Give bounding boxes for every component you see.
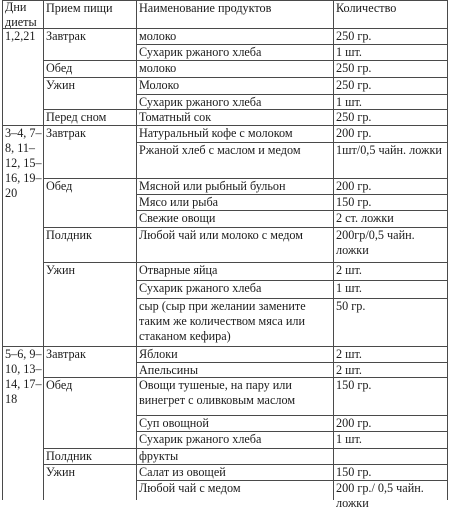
product-cell: Сухарик ржаного хлеба (139, 45, 262, 59)
meal-cell: Ужин (46, 78, 76, 92)
product-cell: Суп овощной (139, 416, 209, 430)
meal-cell: Завтрак (46, 126, 86, 140)
product-cell: молоко (139, 29, 177, 43)
amount-cell: 1 шт. (336, 95, 362, 109)
amount-cell: 200 гр. (336, 179, 372, 193)
amount-cell: 2 шт. (336, 263, 362, 277)
header-product: Наименование продуктов (139, 1, 272, 15)
amount-cell: 1 шт. (336, 45, 362, 59)
meal-cell: Обед (46, 378, 73, 392)
product-cell: фрукты (139, 449, 179, 463)
amount-cell: 250 гр. (336, 29, 372, 43)
product-cell: Ржаной хлеб с маслом и медом (139, 143, 301, 157)
amount-cell: 2 ст. ложки (336, 211, 394, 225)
header-amount: Количество (336, 1, 397, 15)
product-cell: Овощи тушеные, на пару или винегрет с оливковым маслом (139, 378, 296, 407)
days-cell: 3–4, 7–8, 11– 12, 15– 16, 19– 20 (5, 126, 42, 200)
amount-cell: 1шт/0,5 чайн. ложки (336, 143, 442, 157)
meal-cell: Полдник (46, 449, 92, 463)
product-cell: Отварные яйца (139, 263, 218, 277)
header-meal: Прием пищи (46, 1, 113, 15)
product-cell: сыр (сыр при желании замените таким же количеством мяса или стаканом кефира) (139, 299, 306, 343)
product-cell: Сухарик ржаного хлеба (139, 281, 262, 295)
amount-cell: 250 гр. (336, 110, 372, 124)
product-cell: Сухарик ржаного хлеба (139, 432, 262, 446)
product-cell: Сухарик ржаного хлеба (139, 95, 262, 109)
product-cell: Натуральный кофе с молоком (139, 126, 293, 140)
amount-cell: 200гр/0,5 чайн. ложки (336, 228, 415, 257)
meal-cell: Перед сном (46, 110, 107, 124)
product-cell: Яблоки (139, 347, 178, 361)
amount-cell: 250 гр. (336, 78, 372, 92)
amount-cell: 150 гр. (336, 195, 372, 209)
meal-cell: Обед (46, 179, 73, 193)
meal-cell: Ужин (46, 263, 76, 277)
product-cell: Томатный сок (139, 110, 212, 124)
meal-cell: Полдник (46, 228, 92, 242)
product-cell: Салат из овощей (139, 465, 226, 479)
meal-cell: Ужин (46, 465, 76, 479)
amount-cell: 2 шт. (336, 363, 362, 377)
header-days: Дни диеты (5, 0, 37, 29)
amount-cell: 150 гр. (336, 465, 372, 479)
days-cell: 1,2,21 (5, 29, 36, 43)
meal-cell: Завтрак (46, 29, 86, 43)
days-cell: 5–6, 9–10, 13– 14, 17–18 (5, 347, 42, 406)
amount-cell: 200 гр./ 0,5 чайн. ложки (336, 481, 424, 510)
product-cell: Свежие овощи (139, 211, 216, 225)
product-cell: Мясной или рыбный бульон (139, 179, 286, 193)
meal-cell: Обед (46, 61, 73, 75)
amount-cell: 1 шт. (336, 432, 362, 446)
amount-cell: 200 гр. (336, 416, 372, 430)
product-cell: Мясо или рыба (139, 195, 219, 209)
product-cell: Апельсины (139, 363, 199, 377)
amount-cell: 150 гр. (336, 378, 372, 392)
product-cell: молоко (139, 61, 177, 75)
product-cell: Любой чай с медом (139, 481, 241, 495)
product-cell: Молоко (139, 78, 180, 92)
meal-cell: Завтрак (46, 347, 86, 361)
amount-cell: 250 гр. (336, 61, 372, 75)
amount-cell: 200 гр. (336, 126, 372, 140)
product-cell: Любой чай или молоко с медом (139, 228, 303, 242)
amount-cell: 2 шт. (336, 347, 362, 361)
amount-cell: 1 шт. (336, 281, 362, 295)
amount-cell: 50 гр. (336, 299, 366, 313)
